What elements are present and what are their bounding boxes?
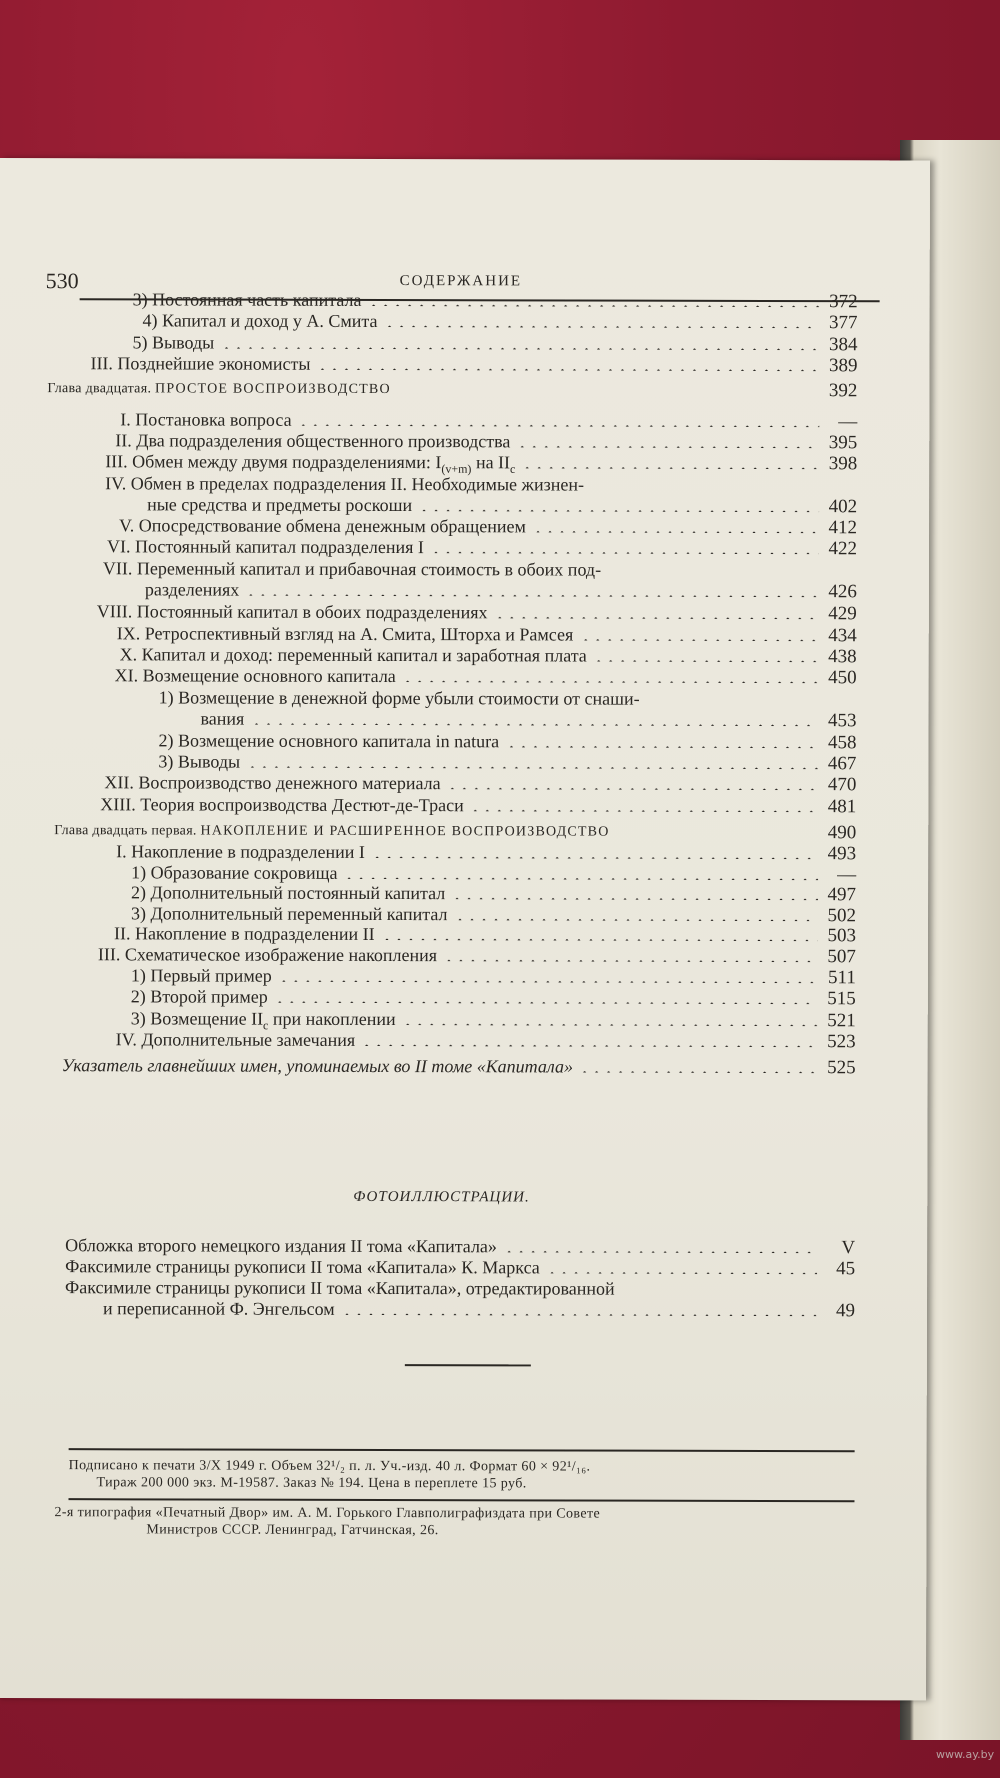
toc-page-number: 481 xyxy=(827,796,857,818)
toc-page-number: 523 xyxy=(827,1031,856,1053)
entry-text: 3) Возмещение II xyxy=(130,1008,264,1029)
watermark-text: www.ay.by xyxy=(936,1748,995,1761)
chapter-title: ПРОСТОЕ ВОСПРОИЗВОДСТВО xyxy=(155,381,391,398)
leader-dots xyxy=(361,1044,818,1047)
leader-dots xyxy=(381,938,818,941)
leader-dots xyxy=(245,594,819,598)
toc-entry-title xyxy=(158,730,499,752)
leader-dots xyxy=(341,1313,817,1316)
entry-text: IV. Обмен в пределах подразделения II. Необходимые жизнен- xyxy=(105,473,585,495)
imprint-rule-bottom xyxy=(68,1498,854,1502)
toc-page-number: 453 xyxy=(828,710,857,732)
entry-text: II. Два подразделения общественного производства xyxy=(115,430,511,452)
toc-page-number: 470 xyxy=(827,774,857,796)
entry-text: 3) Выводы xyxy=(158,751,241,772)
toc-page-number: 377 xyxy=(829,312,858,334)
toc-entry-title xyxy=(105,473,584,495)
toc-page-number: 434 xyxy=(828,625,857,647)
toc-page-number: 438 xyxy=(828,646,857,668)
imprint-line-4: Министров СССР. Ленинград, Гатчинская, 26. xyxy=(146,1522,439,1539)
toc-entry-title xyxy=(131,965,272,986)
chapter-prefix: Глава двадцать первая. xyxy=(54,823,201,839)
leader-dots xyxy=(384,325,820,328)
leader-dots xyxy=(274,1001,818,1004)
toc-entry-title xyxy=(116,1029,356,1051)
entry-text: IV. Дополнительные замечания xyxy=(115,1029,356,1050)
toc-entry-title xyxy=(117,623,574,645)
toc-page-number: 395 xyxy=(828,432,858,454)
leader-dots xyxy=(580,639,819,642)
entry-text: X. Капитал и доход: переменный капитал и заработная плата xyxy=(119,644,587,666)
toc-entry-title xyxy=(131,903,448,925)
leader-dots xyxy=(494,616,819,619)
entry-text: XII. Воспроизводство денежного материала xyxy=(104,772,441,794)
leader-dots xyxy=(546,1271,817,1274)
imprint-line-3: 2-я типография «Печатный Двор» им. А. М. Горького Главполиграфиздата при Совете xyxy=(54,1505,601,1522)
leader-dots xyxy=(469,809,818,812)
entry-text: II. Накопление в подразделении II xyxy=(113,923,375,944)
toc-entry xyxy=(0,794,857,818)
toc-page-number: 372 xyxy=(829,291,858,313)
leader-dots xyxy=(368,304,820,307)
imprint-line-1: Подписано к печати 3/X 1949 г. Объем 32¹/₂ п. л. Уч.-изд. 40 л. Формат 60 × 92¹/₁₆. xyxy=(68,1458,591,1475)
toc-page-number: 422 xyxy=(828,538,858,560)
toc-entry-title-cont: вания xyxy=(200,708,245,729)
photo-page-number: V xyxy=(841,1237,856,1259)
leader-dots xyxy=(246,766,818,769)
toc-page-number: — xyxy=(837,864,857,886)
toc-entry-title xyxy=(131,986,268,1007)
toc-entry-title xyxy=(143,310,378,332)
leader-dots xyxy=(402,1023,818,1026)
toc-entry xyxy=(0,558,857,603)
entry-text: III. Обмен между двумя подразделениями: I xyxy=(105,451,442,473)
toc-page-number: 429 xyxy=(828,603,857,625)
toc-entry xyxy=(0,644,857,668)
toc-entry-title xyxy=(90,353,310,375)
leader-dots xyxy=(579,1071,818,1074)
entry-text: VIII. Постоянный капитал в обоих подразделениях xyxy=(96,601,488,623)
toc-page-number: — xyxy=(838,411,858,433)
leader-dots xyxy=(593,660,819,663)
book-page xyxy=(0,158,930,1700)
toc-entry-title xyxy=(159,687,640,709)
entry-text: 2) Дополнительный постоянный капитал xyxy=(131,882,446,904)
toc-entry-title xyxy=(116,841,365,863)
toc-entry-title xyxy=(131,862,337,884)
toc-entry xyxy=(0,1008,856,1033)
toc-page-number: 392 xyxy=(828,380,858,402)
toc-entry xyxy=(0,882,857,906)
toc-entry-title xyxy=(47,378,390,400)
photo-entry-title: Обложка второго немецкого издания II тома «Капитала» xyxy=(65,1235,497,1257)
toc-entry-title xyxy=(98,944,437,966)
toc-entry xyxy=(0,687,857,732)
leader-dots xyxy=(443,959,818,962)
toc-entry xyxy=(0,473,858,518)
toc-entry-title xyxy=(114,923,375,945)
photo-entry xyxy=(0,1235,856,1259)
leader-dots xyxy=(316,368,819,371)
toc-page-number: 521 xyxy=(827,1010,856,1032)
toc-page-number: 384 xyxy=(828,334,858,356)
toc-page-number: 412 xyxy=(828,517,858,539)
toc-entry-title-cont: ные средства и предметы роскоши xyxy=(147,494,413,516)
entry-text: VI. Постоянный капитал подразделения I xyxy=(106,536,424,558)
toc-entry-title xyxy=(133,289,362,311)
toc-page-number: 497 xyxy=(827,884,857,906)
leader-dots xyxy=(521,466,819,469)
entry-text: 4) Капитал и доход у А. Смита xyxy=(142,310,378,331)
leader-dots xyxy=(532,530,819,533)
leader-dots xyxy=(430,551,819,554)
leader-dots xyxy=(278,980,818,983)
photo-entry xyxy=(0,1256,856,1280)
toc-entry-title xyxy=(104,772,440,794)
chapter-title: НАКОПЛЕНИЕ И РАСШИРЕННОЕ ВОСПРОИЗВОДСТВО xyxy=(200,823,610,840)
toc-entry-title xyxy=(132,332,214,353)
toc-page-number: 398 xyxy=(828,453,858,475)
toc-page-number: 490 xyxy=(827,822,857,844)
leader-dots xyxy=(505,745,818,748)
leader-dots xyxy=(221,347,820,351)
toc-entry xyxy=(0,730,857,754)
toc-entry xyxy=(0,623,857,647)
photo-entry-title: Факсимиле страницы рукописи II тома «Капитала» К. Маркса xyxy=(65,1256,540,1278)
photo-entry-title-cont: и переписанной Ф. Энгельсом xyxy=(102,1298,335,1319)
toc-page-number: 503 xyxy=(827,925,856,947)
toc-entry xyxy=(0,451,858,476)
toc-entry-title xyxy=(97,601,488,623)
entry-text: VII. Переменный капитал и прибавочная стоимость в обоих под- xyxy=(102,558,602,580)
photo-section-heading: ФОТОИЛЛЮСТРАЦИИ. xyxy=(353,1188,530,1206)
toc-entry-title xyxy=(158,751,240,772)
toc-entry-title xyxy=(120,644,587,666)
entry-text: XIII. Теория воспроизводства Дестют-де-Траси xyxy=(100,794,464,816)
toc-page-number: 389 xyxy=(828,355,858,377)
toc-entry-title xyxy=(120,409,291,430)
toc-page-number: 450 xyxy=(828,667,857,689)
toc-entry xyxy=(0,986,856,1010)
toc-entry-title xyxy=(119,515,526,537)
photo-entry-title: Факсимиле страницы рукописи II тома «Капитала», отредактированной xyxy=(65,1277,615,1299)
leader-dots xyxy=(343,877,818,880)
leader-dots xyxy=(371,856,818,859)
toc-entry xyxy=(0,409,858,433)
leader-dots xyxy=(297,424,819,427)
subscript: c xyxy=(510,461,516,476)
photo-page-number: 49 xyxy=(835,1300,856,1322)
entry-text: XI. Возмещение основного капитала xyxy=(114,665,396,687)
toc-page-number: 511 xyxy=(828,967,856,989)
entry-text: 2) Второй пример xyxy=(130,986,268,1007)
chapter-prefix: Глава двадцатая. xyxy=(47,381,156,397)
entry-text: 3) Дополнительный переменный капитал xyxy=(130,903,448,925)
toc-entry-title xyxy=(115,665,396,687)
toc-entry xyxy=(0,515,858,539)
entry-text: 1) Образование сокровища xyxy=(131,862,338,883)
leader-dots xyxy=(251,723,819,726)
toc-entry-title xyxy=(62,1055,573,1077)
page-number: 530 xyxy=(45,268,79,294)
toc-entry xyxy=(0,1055,856,1079)
entry-text: 5) Выводы xyxy=(132,332,215,353)
entry-text-tail: при накоплении xyxy=(268,1008,396,1030)
toc-entry xyxy=(0,820,857,844)
toc-entry-title xyxy=(103,558,601,580)
toc-entry xyxy=(0,944,856,968)
leader-dots xyxy=(503,1250,817,1253)
toc-entry-title xyxy=(115,430,510,452)
leader-dots xyxy=(516,445,819,448)
photo-page-number: 45 xyxy=(836,1258,856,1280)
entry-text: 1) Первый пример xyxy=(130,965,272,986)
toc-page-number: 493 xyxy=(827,843,857,865)
entry-text: III. Позднейшие экономисты xyxy=(90,353,311,374)
toc-page-number: 467 xyxy=(827,753,857,775)
running-head: СОДЕРЖАНИЕ xyxy=(399,273,523,290)
toc-entry xyxy=(0,772,857,796)
toc-page-number: 525 xyxy=(827,1057,856,1079)
entry-text: 3) Постоянная часть капитала xyxy=(132,289,362,310)
toc-page-number: 507 xyxy=(827,946,856,968)
toc-entry xyxy=(0,353,858,377)
toc-entry-title xyxy=(100,794,463,816)
section-divider xyxy=(405,1364,531,1366)
leader-dots xyxy=(402,680,819,683)
entry-text: I. Постановка вопроса xyxy=(120,409,292,430)
toc-page-number: 502 xyxy=(827,905,857,927)
photo-entry xyxy=(0,1277,856,1322)
leader-dots xyxy=(451,897,818,900)
subscript: c xyxy=(263,1018,269,1033)
entry-text: III. Схематическое изображение накопления xyxy=(97,944,438,966)
toc-entry xyxy=(0,332,858,356)
toc-entry-title xyxy=(131,882,445,904)
entry-text: 2) Возмещение основного капитала in natura xyxy=(158,730,500,752)
toc-entry xyxy=(0,378,858,402)
toc-entry-title-cont: разделениях xyxy=(144,579,240,600)
leader-dots xyxy=(418,509,819,512)
toc-entry-title xyxy=(54,820,609,842)
entry-text: I. Накопление в подразделении I xyxy=(116,841,365,862)
toc-page-number: 458 xyxy=(827,732,857,754)
entry-text: V. Опосредствование обмена денежным обращением xyxy=(119,515,526,537)
toc-entry xyxy=(0,1029,856,1053)
leader-dots xyxy=(454,918,818,921)
entry-text: IX. Ретроспективный взгляд на А. Смита, Шторха и Рамсея xyxy=(116,623,574,645)
leader-dots xyxy=(446,787,818,790)
imprint-line-2: Тираж 200 000 экз. М-19587. Заказ № 194. Цена в переплете 15 руб. xyxy=(96,1475,527,1492)
toc-entry-title xyxy=(107,536,424,558)
toc-page-number: 426 xyxy=(828,581,857,603)
subscript: (v+m) xyxy=(441,461,472,476)
toc-page-number: 515 xyxy=(827,988,856,1010)
toc-entry xyxy=(0,601,857,625)
entry-text: Указатель главнейших имен, упоминаемых во II томе «Капитала» xyxy=(61,1055,573,1077)
toc-entry xyxy=(0,903,857,927)
imprint-rule-top xyxy=(69,1448,855,1452)
toc-page-number: 402 xyxy=(828,496,858,518)
entry-text-tail: на II xyxy=(471,452,511,473)
entry-text: 1) Возмещение в денежной форме убыли стоимости от снаши- xyxy=(158,687,640,709)
toc-entry xyxy=(0,430,858,454)
toc-entry xyxy=(0,310,858,334)
